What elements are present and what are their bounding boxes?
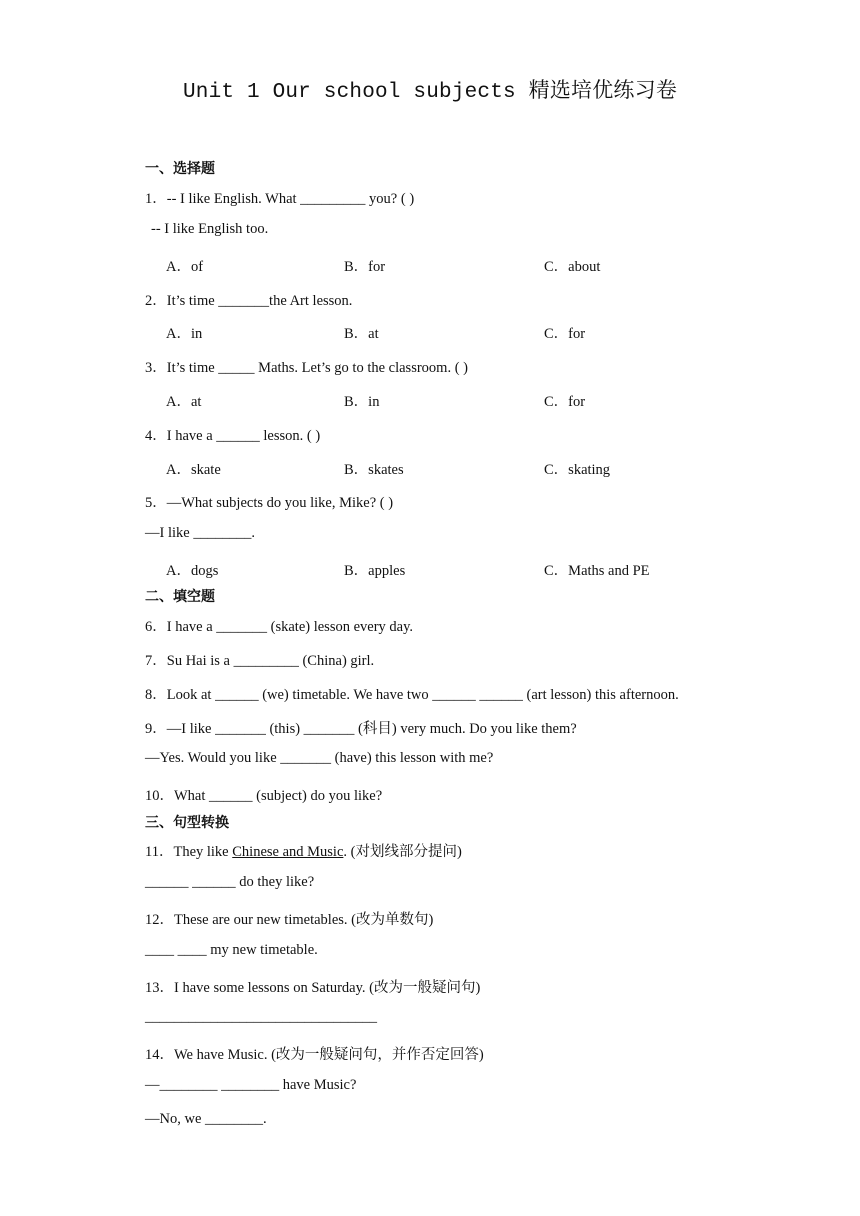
question-12-answer-line: ____ ____ my new timetable. <box>145 942 318 958</box>
q5-option-b: B．apples <box>344 563 406 579</box>
q4-option-c: C．skating <box>544 462 611 478</box>
question-14: 14．We have Music. (改为一般疑问句，并作否定回答) <box>145 1047 484 1063</box>
question-3: 3．It’s time _____ Maths. Let’s go to the classroom. ( ) <box>145 360 468 376</box>
question-14-reply-line: —No, we ________. <box>145 1111 267 1127</box>
q3-option-c: C．for <box>544 394 586 410</box>
question-11 <box>145 840 462 861</box>
section-heading-sentence-transform: 三、句型转换 <box>145 815 229 831</box>
q1-option-b: B．for <box>344 259 386 275</box>
question-9-answer-line: —Yes. Would you like _______ (have) this lesson with me? <box>145 750 494 766</box>
question-5-answer-line: —I like ________. <box>145 525 255 541</box>
question-5: 5．—What subjects do you like, Mike? ( ) <box>145 495 394 511</box>
question-11-answer-line: ______ ______ do they like? <box>145 874 315 890</box>
q3-option-b: B．in <box>344 394 380 410</box>
question-1-answer-line: -- I like English too. <box>151 221 269 237</box>
q5-option-a: A．dogs <box>166 563 219 579</box>
q4-option-b: B．skates <box>344 462 404 478</box>
question-11-underlined: Chinese and Music <box>232 844 344 860</box>
question-6: 6．I have a _______ (skate) lesson every day. <box>145 619 414 635</box>
page-title: Unit 1 Our school subjects 精选培优练习卷 <box>182 81 678 104</box>
question-11-prefix: 11．They like <box>145 844 233 860</box>
question-13-answer-line: ________________________________ <box>145 1009 377 1025</box>
question-14-answer-line: —________ ________ have Music? <box>145 1077 357 1093</box>
question-8: 8．Look at ______ (we) timetable. We have two ______ ______ (art lesson) this afternoon. <box>145 687 679 703</box>
q1-option-a: A．of <box>166 259 204 275</box>
section-heading-choice: 一、选择题 <box>145 161 215 177</box>
q2-option-b: B．at <box>344 326 379 342</box>
section-heading-fill-blank: 二、填空题 <box>145 589 215 605</box>
q5-option-c: C．Maths and PE <box>544 563 650 579</box>
question-7: 7．Su Hai is a _________ (China) girl. <box>145 653 375 669</box>
question-2: 2．It’s time _______the Art lesson. <box>145 293 353 309</box>
question-11-suffix: . (对划线部分提问) <box>343 844 462 860</box>
q2-option-c: C．for <box>544 326 586 342</box>
question-1: 1．-- I like English. What _________ you? ( ) <box>145 191 415 207</box>
q4-option-a: A．skate <box>166 462 221 478</box>
question-4: 4．I have a ______ lesson. ( ) <box>145 428 321 444</box>
q2-option-a: A．in <box>166 326 203 342</box>
question-12: 12．These are our new timetables. (改为单数句) <box>145 912 434 928</box>
question-9: 9．—I like _______ (this) _______ (科目) very much. Do you like them? <box>145 721 577 737</box>
q3-option-a: A．at <box>166 394 202 410</box>
question-13: 13．I have some lessons on Saturday. (改为一般疑问句) <box>145 980 481 996</box>
question-10: 10．What ______ (subject) do you like? <box>145 788 383 804</box>
q1-option-c: C．about <box>544 259 601 275</box>
